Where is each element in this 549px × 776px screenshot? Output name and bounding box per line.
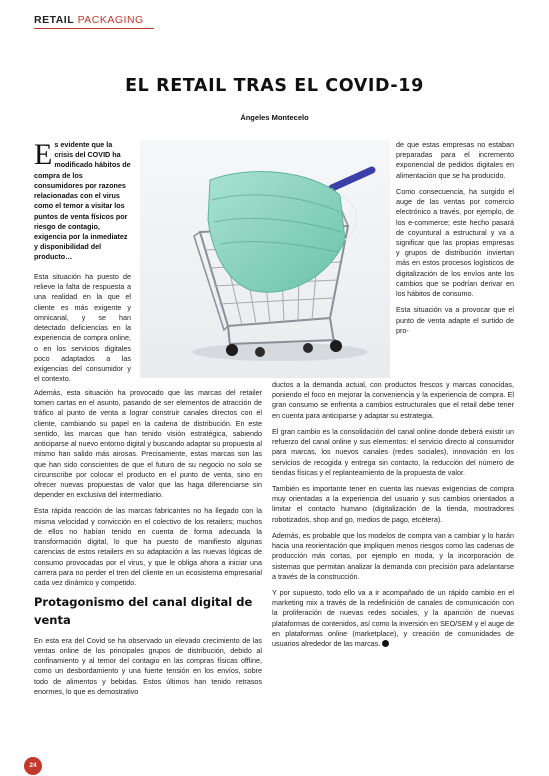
section-label-packaging: PACKAGING xyxy=(77,14,144,26)
paragraph: de que estas empresas no estaban preparadas para el incremento exponencial de pedidos digitales en alimentación que se ha producido. xyxy=(396,140,514,180)
section-subheading: Protagonismo del canal digital de venta xyxy=(34,595,253,627)
article-author: Ángeles Montecelo xyxy=(240,113,309,122)
paragraph: El gran cambio es la consolidación del canal online donde deberá existir un refuerzo del canal online y sus elementos: el servicio directo al consumidor para marcas, los nuevos canales (redes sociales), innovación en los servicios de recogida y entrega sin contacto, la reducción del número de tiendas físicas y el replanteamiento de la propuesta de valor. xyxy=(272,426,514,477)
intro-text: s evidente que la crisis del COVID ha modificado hábitos de compra de los consumidores por razones relacionadas con el virus como el temor a visitar los puntos de venta físicos por riesgo de contagio, exigencia por la inmediatez y disponibilidad del producto… xyxy=(34,140,131,262)
right-column-bottom xyxy=(272,380,514,655)
paragraph-text: Y por supuesto, todo ello va a ir acompañado de un rápido cambio en el marketing mix a través de la redefinición de canales de comunicación con la proliferación de nuevas redes sociales, y la aparición de nuevas plataformas de contenidos, así como la inversión en SEO/SEM y el auge de en plataformas online (marketplace), y creación de comunidades de usuarios alrededor de las marcas. xyxy=(272,587,514,649)
left-column-bottom xyxy=(34,388,262,703)
paragraph: Esta situación ha puesto de relieve la falta de respuesta a una realidad en la que el cliente es más exigente y omnicanal, y se han detectado deficiencias en la experiencia de compra online, o en los servicios digitales poco adaptados a las exigencias del consumidor y el contexto. xyxy=(34,272,131,384)
paragraph: En esta era del Covid se ha observado un elevado crecimiento de las ventas online de los principales grupos de distribución, debido al confinamiento y al temor del contagio en las compras físicas offline, como un desbordamiento y una fuerte tensión en los envíos, sobre todo de alimentos y bebidas. Estos últimos han tenido retrasos enormes, lo que es demostrativo xyxy=(34,635,262,696)
section-header xyxy=(34,14,144,26)
final-paragraph xyxy=(272,588,514,649)
paragraph: Además, esta situación ha provocado que las marcas del retailer tomen cartas en el asunto, pasando de ser elementos de atracción de tráfico al punto de venta a lograr construir canales directos con el cliente, cambiando su papel en la cadena de distribución. En este sentido, las marcas que han tenido visión estratégica, sabiendo anticiparse al nuevo entorno digital y buscando adaptar su propuesta al mismo han salido más airosas. Precisamente, estas marcas son las que han sido conscientes de que el futuro de su negocio no solo se circunscribe por colocar el producto en el punto de venta, sino en ofrecer nuevas propuestas de valor que las haga diferenciarse sin depender en exclusiva del intermediario. xyxy=(34,388,262,500)
section-label-retail: RETAIL xyxy=(34,14,75,26)
paragraph: Esta situación va a provocar que el punto de venta adapte el surtido de pro- xyxy=(396,305,514,335)
cart-mask-photo xyxy=(140,140,390,378)
paragraph: También es importante tener en cuenta las nuevas exigencias de compra muy orientadas a la experiencia del usuario y sus cambios orientados a limitar el contacto humano (digitalización de la tienda, mostradores robotizados, shop and go, medios de pago, etcétera). xyxy=(272,483,514,524)
end-mark-icon xyxy=(382,640,389,647)
paragraph: Como consecuencia, ha surgido el auge de las ventas por comercio electrónico a través, por ejemplo, de los e-commerce; este hecho pasará de coyuntural a estructural y va a significar que las propias empresas y grupos de distribución inviertan más en estos procesos logísticos de digitalización de los envíos ante los cambios que se podrían derivar en los hábitos de consumo. xyxy=(396,186,514,299)
paragraph: ductos a la demanda actual, con productos frescos y marcas conocidas, poniendo el foco en mejorar la conveniencia y la experiencia de compra. El gran consumo se enfrenta a cambios estructurales que el retail debe tener en cuenta para anticiparse y adaptar su estrategia. xyxy=(272,380,514,420)
left-column-top xyxy=(34,272,131,390)
paragraph: Esta rápida reacción de las marcas fabricantes no ha llegado con la misma velocidad y convicción en el colectivo de los retailers; muchos de ellos no habían tenido en cuenta de forma adecuada la transformación digital, lo que ha puesto de manifiesto algunas carencias de estos retailers en su adaptación a las nuevas lógicas de consumo provocadas por el virus, y que le obliga ahora a iniciar una carrera para no perder el tren del cliente en un ecosistema empresarial cada vez dinámico y competido. xyxy=(34,506,262,587)
page-number: 24 xyxy=(24,757,42,775)
header-rule xyxy=(34,28,154,29)
right-column-top xyxy=(396,140,514,342)
shopping-cart-icon xyxy=(140,140,390,378)
paragraph: Además, es probable que los modelos de compra van a cambiar y lo harán hacia una reorientación que impliquen menos riesgos como las cadenas de producción más cortas, por ejemplo en moda, y la incorporación de sistemas que permitan analizar la demanda con precisión para adelantarse a través de la construcción. xyxy=(272,530,514,581)
drop-cap: E xyxy=(34,138,53,171)
intro-paragraph xyxy=(34,140,131,263)
article-title: EL RETAIL TRAS EL COVID-19 xyxy=(125,76,424,96)
